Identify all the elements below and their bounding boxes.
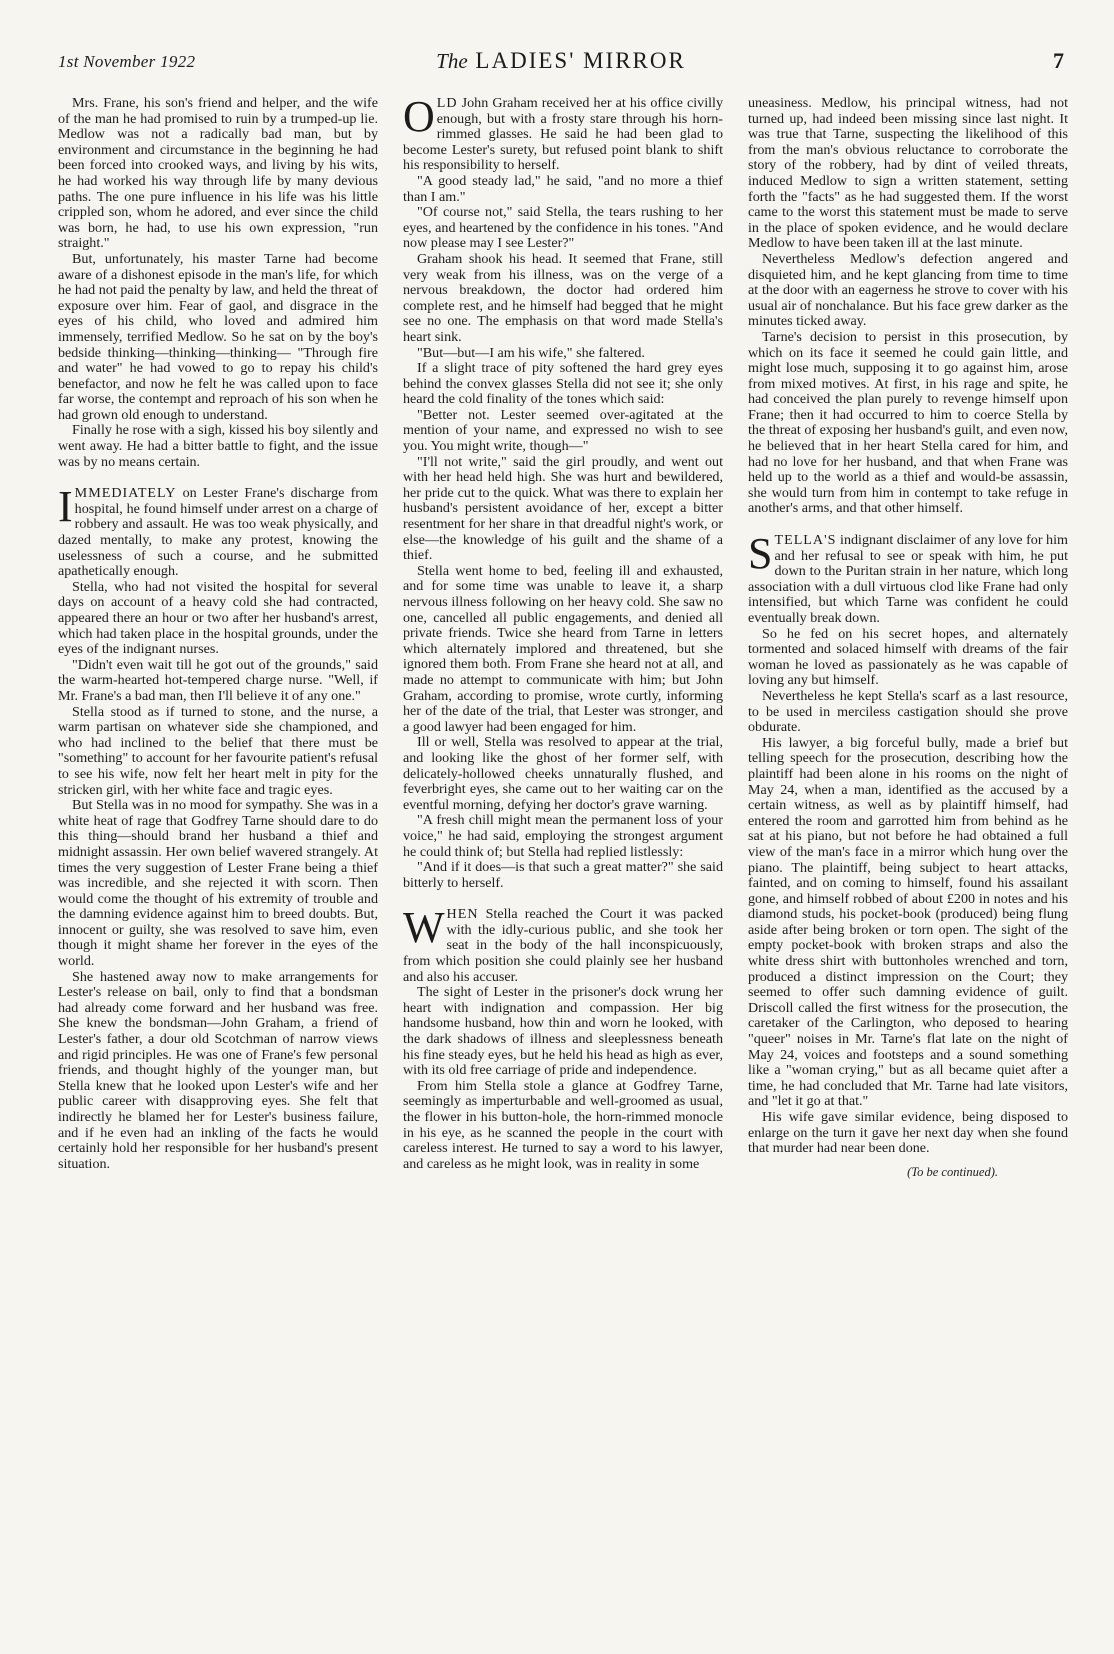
paragraph-text: "A good steady lad," he said, "and no more a thief than I am." xyxy=(403,172,723,205)
text-column-2 xyxy=(403,92,723,1172)
section-lead-word: TELLA'S xyxy=(774,532,837,549)
paragraph-text: If a slight trace of pity softened the hard grey eyes behind the convex glasses Stella did not see it; she only heard the cold finality of the tones which said: xyxy=(403,360,723,408)
article-paragraph xyxy=(403,860,723,891)
article-paragraph xyxy=(748,96,1068,252)
section-lead-word: HEN xyxy=(446,906,479,923)
article-paragraph xyxy=(58,705,378,799)
drop-cap: S xyxy=(748,529,773,579)
paragraph-text: "And if it does—is that such a great matter?" she said bitterly to herself. xyxy=(403,859,723,891)
paragraph-text: "Better not. Lester seemed over-agitated at the mention of your name, and expressed no wish to see you. You might write, though—" xyxy=(403,406,723,455)
paragraph-text: Nevertheless Medlow's defection angered and disquieted him, and he kept glancing from time to time at the door with an eagerness he strove to cover with his usual air of nonchalance. But his face grew darker as the minutes ticked away. xyxy=(748,250,1068,330)
article-paragraph xyxy=(403,903,723,985)
article-paragraph xyxy=(748,330,1068,517)
to-be-continued: (To be continued). xyxy=(907,1164,998,1179)
article-paragraph xyxy=(58,798,378,970)
paragraph-text: Stella stood as if turned to stone, and the nurse, a warm partisan on whatever side she championed, and who had inclined to the belief that there must be "something" to account for her favourite patient's refusal to see his wife, now felt her heart melt in pity for the stricken girl, with her white face and tragic eyes. xyxy=(58,703,378,798)
paragraph-text: Mrs. Frane, his son's friend and helper, and the wife of the man he had promised to ruin by a trumped-up lie. Medlow was not a radically bad man, but by environment and circumstance in the beginning he had been forced into crooked ways, and living by his wits, he had worked his way through life by many devious paths. The one pure influence in his life was his little crippled son, whom he adored, and ever since the child was born, he had, to use his own expression, "run straight." xyxy=(58,95,378,252)
paragraph-text: Stella, who had not visited the hospital for several days on account of a heavy cold she had contracted, appeared there an hour or two after her husband's arrest, which had taken place in the hospital grounds, under the eyes of the indignant nurses. xyxy=(58,578,378,658)
article-paragraph xyxy=(403,813,723,860)
article-paragraph xyxy=(58,96,378,252)
drop-cap: O xyxy=(403,92,435,141)
paragraph-text: His lawyer, a big forceful bully, made a brief but telling speech for the prosecution, describing how the plaintiff had been alone in his rooms on the night of May 24, when a man, identified as the accused by a certain witness, as well as by plaintiff himself, had entered the room and garrotted him from behind as he sat at his piano, but not before he had obtained a full view of the man's face in a mirror which hung over the piano. The plaintiff, being subject to heart attacks, fainted, and on coming to himself, found his assailant gone, and himself robbed of about £200 in notes and his diamond studs, his pocket-book (produced) being flung aside after being broken or torn open. The sight of the empty pocket-book with broken straps and also the white dress shirt with buttonholes wrenched and torn, produced a distinct impression on the Court; they seemed to offer such damning evidence of guilt. Driscoll called the first witness for the prosecution, the caretaker of the Carlington, who deposed to hearing "queer" noises in Mr. Tarne's flat late on the night of May 24, voices and footsteps and a sound something like a "woman crying," but as all became quiet after a time, he had concluded that Mr. Tarne had late visitors, and "let it go at that." xyxy=(748,734,1068,1110)
article-paragraph xyxy=(58,423,378,470)
paragraph-text: Nevertheless he kept Stella's scarf as a last resource, to be used in merciless castigation should she prove obdurate. xyxy=(748,687,1068,736)
article-paragraph xyxy=(58,252,378,424)
text-column-3 xyxy=(748,96,1068,1180)
paragraph-text: Stella went home to bed, feeling ill and exhausted, and for some time was unable to leave it, a sharp nervous illness following on her heavy cold. She saw no one, cancelled all public engagements, and denied all private friends. Twice she heard from Tarne in letters which alternately implored and threatened, but she ignored them both. From Frane she heard not at all, and made no attempt to communicate with him; but John Graham, according to promise, wrote curtly, informing her of the date of the trial, that Lester was stronger, and a good lawyer had been engaged for him. xyxy=(403,562,723,735)
article-paragraph xyxy=(748,689,1068,736)
article-paragraph xyxy=(403,92,723,174)
section-lead-word: LD xyxy=(436,95,458,111)
article-paragraph xyxy=(748,252,1068,330)
paragraph-text: "Of course not," said Stella, the tears rushing to her eyes, and heartened by the confidence in his tones. "And now please may I see Lester?" xyxy=(403,204,723,252)
magazine-title-main: LADIES' MIRROR xyxy=(475,48,686,73)
paragraph-text: John Graham received her at his office civilly enough, but with a frosty stare through his horn-rimmed glasses. He said he had been glad to become Lester's surety, but refused point blank to shift his responsibility to herself. xyxy=(403,95,723,174)
magazine-title xyxy=(58,48,1064,74)
article-paragraph xyxy=(748,1110,1068,1157)
article-paragraph xyxy=(403,346,723,362)
paragraph-text: Ill or well, Stella was resolved to appear at the trial, and looking like the ghost of her former self, with delicately-hollowed cheeks unnaturally flushed, and feverbright eyes, she came out to her waiting car on the eventful morning, defying her doctor's grave warning. xyxy=(403,734,723,813)
paragraph-text: on Lester Frane's discharge from hospital, he found himself under arrest on a charge of robbery and assault. He was too weak physically, and dazed mentally, to make any protest, knowing the uselessness of such a course, and he submitted apathetically enough. xyxy=(58,485,378,580)
paragraph-text: His wife gave similar evidence, being disposed to enlarge on the turn it gave her next day when she found that murder had near been done. xyxy=(748,1109,1068,1157)
paragraph-text: indignant disclaimer of any love for him and her refusal to see or speak with him, he put down to the Puritan strain in her nature, which long association with a dull virtuous clod like Frane had only intensified, but which Tarne was confident he could eventually break down. xyxy=(748,532,1068,626)
article-paragraph xyxy=(403,174,723,205)
article-paragraph xyxy=(58,482,378,580)
article-paragraph xyxy=(403,564,723,736)
issue-date: 1st November 1922 xyxy=(58,52,196,71)
paragraph-text: "I'll not write," said the girl proudly, and went out with her head held high. She was hurt and bewildered, her pride cut to the quick. What was there to explain her husband's persistent avoidance of her, except a bitter resentment for her share in that dreadful night's work, or else—the knowledge of his guilt and the shame of a thief. xyxy=(403,453,723,564)
paragraph-text: But, unfortunately, his master Tarne had become aware of a dishonest episode in the man's life, for which he had not paid the penalty by law, and held the threat of exposure over him. Fear of gaol, and disgrace in the eyes of his child, who loved and admired him immensely, terrified Medlow. So he sat on by the boy's bedside thinking—thinking—thinking— "Through fire and water" he had vowed to go to repay his child's benefactor, and now he felt he was called upon to face far worse, the contempt and reproach of his son when he had grown old enough to understand. xyxy=(58,250,378,423)
article-paragraph xyxy=(403,205,723,252)
article-paragraph xyxy=(403,735,723,813)
article-paragraph xyxy=(403,985,723,1079)
paragraph-text: "But—but—I am his wife," she faltered. xyxy=(417,344,645,361)
article-paragraph xyxy=(403,1079,723,1173)
paragraph-text: Stella reached the Court it was packed with the idly-curious public, and she took her seat in the body of the hall inconspicuously, from which position she could plainly see her husband and also his accuser. xyxy=(403,906,723,985)
paragraph-text: But Stella was in no mood for sympathy. She was in a white heat of rage that Godfrey Tarne should dare to do this thing—should brand her husband a thief and midnight assassin. Her own belief wavered strangely. At times the very suggestion of Lester Frane being a thief was incredible, and she rejected it with scorn. Then would come the thought of his extremity of trouble and the damning evidence against him to breed doubts. But, innocent or guilty, she was resolved to save him, even though it might shame her forever in the eyes of the world. xyxy=(58,797,378,970)
page-header xyxy=(58,48,1064,86)
paragraph-text: She hastened away now to make arrangements for Lester's release on bail, only to find that a bondsman had already come forward and her husband was free. She knew the bondsman—John Graham, a friend of Lester's father, a dour old Scotchman of narrow views and rigid principles. He was one of Frane's few personal friends, and thought highly of the younger man, but Stella knew that he looked upon Lester's wife and her public career with disapproving eyes. She felt that indirectly he blamed her for Lester's business failure, and if he even had an inkling of the facts he would certainly hold her responsible for her husband's present situation. xyxy=(58,968,378,1172)
section-lead-word: MMEDIATELY xyxy=(74,485,177,502)
article-paragraph xyxy=(748,627,1068,689)
article-paragraph xyxy=(748,736,1068,1110)
article-paragraph xyxy=(58,580,378,658)
paragraph-text: Graham shook his head. It seemed that Frane, still very weak from his illness, was on the verge of a nervous breakdown, the doctor had ordered him complete rest, and he himself had begged that he might see no one. The emphasis on that word made Stella's heart sink. xyxy=(403,250,723,345)
paragraph-text: Finally he rose with a sigh, kissed his boy silently and went away. He had a bitter battle to fight, and the issue was by no means certain. xyxy=(58,422,378,470)
paragraph-text: The sight of Lester in the prisoner's dock wrung her heart with indignation and compassion. Her big handsome husband, how thin and worn he looked, with the dark shadows of illness and sleeplessness beneath his fine steady eyes, but he held his head as high as ever, with its old free carriage of pride and independence. xyxy=(403,984,723,1079)
drop-cap: I xyxy=(58,482,73,532)
paragraph-text: uneasiness. Medlow, his principal witness, had not turned up, had indeed been missing since last night. It was true that Tarne, suspecting the likelihood of this from the man's obvious reluctance to corroborate the story of the robbery, had by dint of veiled threats, induced Medlow to sign a written statement, setting forth the "facts" as he had suggested them. If the worst came to the worst this statement must be made to serve in the place of spoken evidence, and he would declare Medlow to have been taken ill at the last minute. xyxy=(748,95,1068,252)
text-column-1 xyxy=(58,96,378,1172)
paragraph-text: Tarne's decision to persist in this prosecution, by which on its face it seemed he could gain little, and might lose much, supposing it to go against him, arose from mixed motives. At first, in his rage and spite, he had conceived the plan purely to revenge himself upon Frane; then it had occurred to him to coerce Stella by the threat of exposing her husband's guilt, and even now, he believed that in her heart Stella cared for him, and had no love for her husband, and that when Frane was held up to the world as a thief and would-be assassin, she would turn from him in contempt to take refuge in another's arms, and that other himself. xyxy=(748,328,1068,517)
paragraph-text: From him Stella stole a glance at Godfrey Tarne, seemingly as imperturbable and well-groomed as usual, the flower in his button-hole, the horn-rimmed monocle in his eye, as he scanned the people in the court with careless interest. He turned to say a word to his lawyer, and careless as he might look, was in reality in some xyxy=(403,1077,723,1172)
article-paragraph xyxy=(403,408,723,455)
magazine-title-the: The xyxy=(436,49,468,73)
article-paragraph xyxy=(58,658,378,705)
page-number: 7 xyxy=(1053,48,1064,73)
paragraph-text: "Didn't even wait till he got out of the grounds," said the warm-hearted hot-tempered charge nurse. "Well, if Mr. Frane's a bad man, then I'll believe it of any one." xyxy=(58,656,378,704)
article-paragraph xyxy=(403,252,723,346)
drop-cap: W xyxy=(403,903,445,953)
article-paragraph xyxy=(403,361,723,408)
paragraph-text: "A fresh chill might mean the permanent loss of your voice," he had said, employing the strongest argument he could think of; but Stella had replied listlessly: xyxy=(403,812,723,860)
article-paragraph xyxy=(403,455,723,564)
article-paragraph xyxy=(58,970,378,1173)
article-paragraph xyxy=(748,529,1068,627)
paragraph-text: So he fed on his secret hopes, and alternately tormented and solaced himself with dreams of the fair woman he loved as passionately as he was capable of loving any but himself. xyxy=(748,625,1068,689)
